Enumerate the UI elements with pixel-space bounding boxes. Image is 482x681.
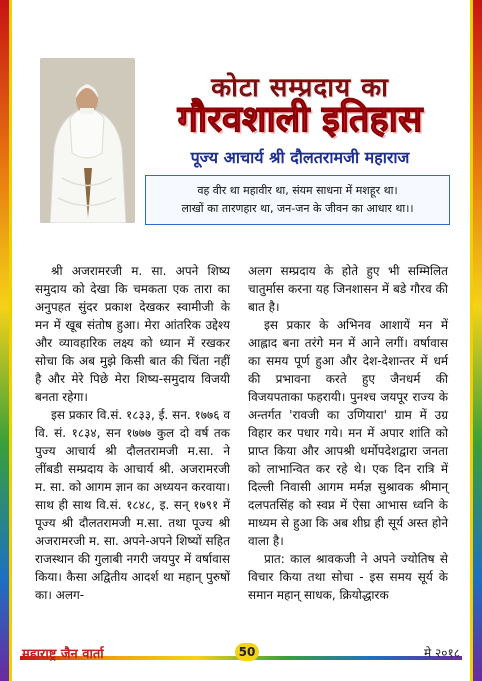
publication-name: महाराष्ट्र जैन वार्ता	[22, 647, 104, 662]
decorative-gutter-left	[9, 0, 12, 681]
body-column-right	[248, 262, 448, 604]
monk-portrait-icon	[40, 58, 135, 223]
decorative-border-left	[0, 0, 9, 681]
body-column-left	[35, 262, 230, 604]
quote-line-2: लाखों का तारणहार था, जन-जन के जीवन का आधार था।।	[181, 202, 414, 215]
title-line-1: कोटा सम्प्रदाय का	[211, 73, 389, 103]
issue-date: मे २०१८	[424, 646, 460, 660]
article-subtitle: पूज्य आचार्य श्री दौलतरामजी महाराज	[190, 148, 410, 167]
quote-box	[145, 175, 450, 225]
monk-portrait-image	[40, 58, 135, 223]
paragraph: इस प्रकार के अभिनव आशायें मन में आह्लाद बना तरंगे मन में आने लगीं। वर्षावास का समय पूर्ण हुआ और देश-देशान्तर में धर्म की प्रभावना करते हुए जैनधर्म की विजयपताका फहरायी। पुनश्च जयपूर राज्य के अन्तर्गत 'रावजी का उणियारा' ग्राम में उग्र विहार कर पधार गये। मन में अपार शांति को प्राप्त किया और आपश्री धर्मोपदेशद्वारा जनता को लाभान्वित कर रहे थे। एक दिन रात्रि में दिल्ली निवासी आगम मर्मज्ञ सुश्रावक श्रीमान् दलपतसिंह को स्वप्न में ऐसा आभास ध्वनि के माध्यम से हुआ कि अब शीघ्र ही सूर्य अस्त होने वाला है।	[248, 318, 448, 548]
quote-line-1: वह वीर था महावीर था, संयम साधना में मशहूर था।	[197, 184, 398, 197]
page-number: 50	[235, 643, 259, 661]
paragraph: प्रात: काल श्रावकजी ने अपने ज्योतिष से विचार किया तथा सोचा - इस समय सूर्य के समान महान् साधक, क्रियोद्धारक	[248, 552, 448, 602]
decorative-border-right	[473, 0, 482, 681]
paragraph: इस प्रकार वि.सं. १८३३, ई. सन. १७७६ व वि. सं. १८३४, सन १७७७ कुल दो वर्ष तक पुज्य आचार्य श्री दौलतरामजी म.सा. ने लींबडी सम्प्रदाय के आचार्य श्री. अजरामरजी म. सा. को आगम ज्ञान का अध्ययन करवाया। साथ ही साथ वि.सं. १८४८, इ. सन् १७९१ में पूज्य श्री दौलतरामजी म.सा. तथा पूज्य श्री अजरामरजी म. सा. अपने-अपने शिष्यों सहित राजस्थान की गुलाबी नगरी जयपुर में वर्षावास किया। कैसा अद्वितीय आदर्श था महान् पुरुषों का। अलग-	[35, 408, 230, 602]
decorative-gutter-right	[470, 0, 473, 681]
paragraph: श्री अजरामरजी म. सा. अपने शिष्य समुदाय को देखा कि चमकता एक तारा का अनुपहत सुंदर प्रकाश देखकर स्वामीजी के मन में खूब संतोष हुआ। मेरा आंतरिक उद्देश्य और व्यावहारिक लक्ष्य को ध्यान में रखकर सोचा कि अब मुझे किसी बात की चिंता नहीं है और मेरे पिछे मेरा शिष्य-समुदाय विजयी बनता रहेगा।	[35, 264, 230, 404]
title-line-2: गौरवशाली इतिहास	[177, 99, 423, 140]
paragraph: अलग सम्प्रदाय के होते हुए भी सम्मिलित चातुर्मास करना यह जिनशासन में बडे गौरव की बात है।	[248, 264, 448, 314]
